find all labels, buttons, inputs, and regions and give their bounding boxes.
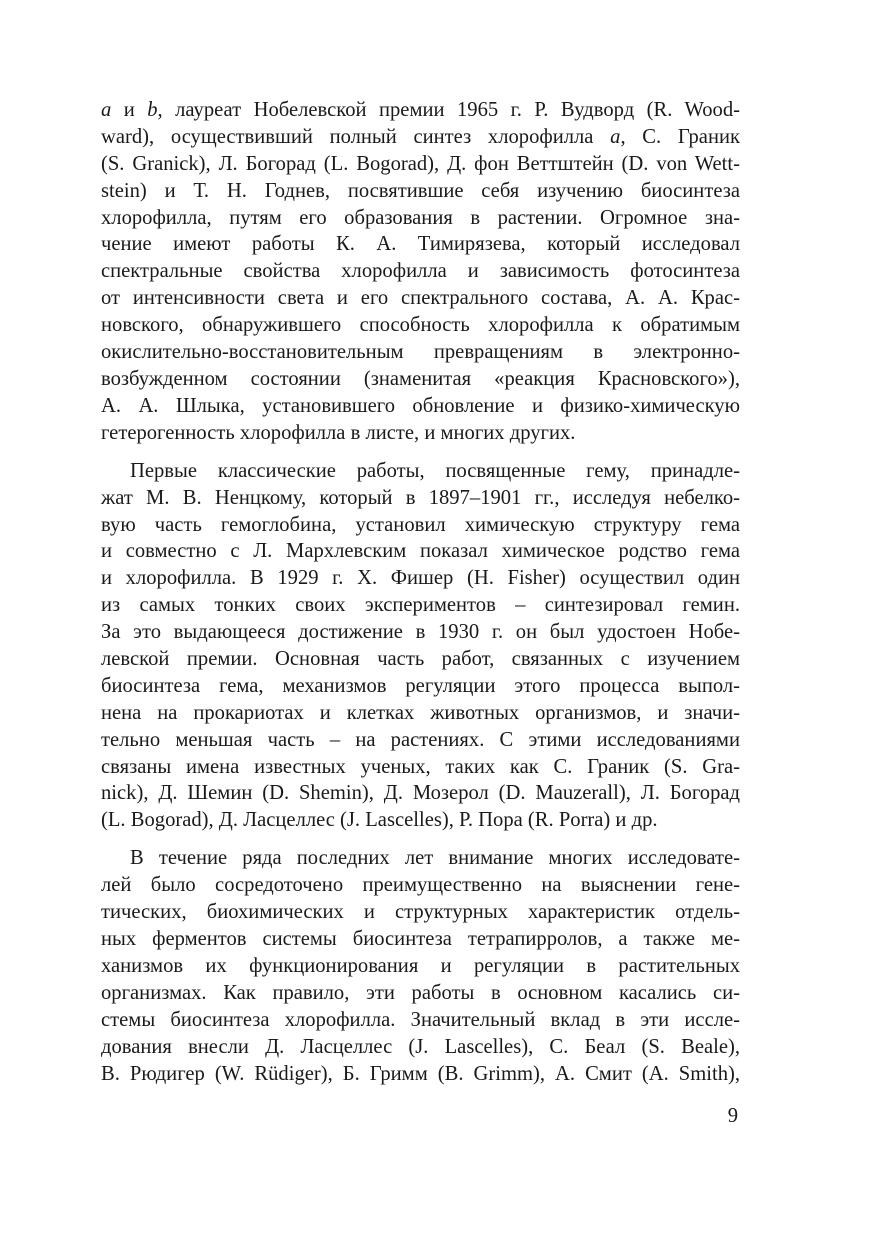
text-line: хлорофилла, путям его образования в растении. Огромное зна- [101,206,740,229]
text-line: ханизмов их функционирования и регуляции в растительных [101,954,740,977]
text-line: биосинтеза гема, механизмов регуляции этого процесса выпол- [101,674,740,697]
page-text [101,97,740,1087]
italic-symbol: b [147,99,158,121]
text-line: стемы биосинтеза хлорофилла. Значительный вклад в эти иссле- [101,1008,740,1031]
text-line: В. Рюдигер (W. Rüdiger), Б. Гримм (B. Grimm), А. Смит (A. Smith), [101,1062,740,1085]
text-line: тических, биохимических и структурных характеристик отдель- [101,901,740,924]
text-line: связаны имена известных ученых, таких как С. Граник (S. Gra- [101,755,740,778]
text-line: и хлорофилла. В 1929 г. Х. Фишер (H. Fisher) осуществил один [101,567,740,590]
paragraph [101,458,740,834]
text-line: stein) и Т. Н. Годнев, посвятившие себя изучению биосинтеза [101,179,740,202]
text-line: nick), Д. Шемин (D. Shemin), Д. Мозерол (D. Mauzerall), Л. Богорад [101,782,740,805]
paragraph-gap [101,447,740,458]
text-line: новского, обнаружившего способность хлорофилла к обратимым [101,314,740,337]
text-line: лей было сосредоточено преимущественно на выяснении гене- [101,874,740,897]
text-line: гетерогенность хлорофилла в листе, и многих других. [101,421,576,444]
text-line: В течение ряда последних лет внимание многих исследовате- [130,847,740,870]
paragraph [101,845,740,1087]
text-line: ных ферментов системы биосинтеза тетрапирролов, а также ме- [101,928,740,951]
text-line: (S. Granick), Л. Богорад (L. Bogorad), Д. фон Веттштейн (D. von Wett- [101,152,740,175]
text-line: Первые классические работы, посвященные гему, принадле- [130,459,740,482]
italic-symbol: a [101,99,112,121]
text-line: нена на прокариотах и клетках животных организмов, и значи- [101,701,740,724]
italic-symbol: a [610,125,621,148]
text-line: (L. Bogorad), Д. Ласцеллес (J. Lascelles), Р. Пора (R. Porra) и др. [101,809,658,832]
text-line: a и b, лауреат Нобелевской премии 1965 г. Р. Вудворд (R. Wood- [101,99,740,121]
text-line: окислительно-восстановительным превращениям в электронно- [101,341,740,364]
text-line: дования внесли Д. Ласцеллес (J. Lascelles), С. Беал (S. Beale), [101,1035,740,1058]
text-line: и совместно с Л. Мархлевским показал химическое родство гема [101,540,740,563]
paragraph [101,97,740,447]
text-line: вую часть гемоглобина, установил химическую структуру гема [101,513,740,536]
text-line: За это выдающееся достижение в 1930 г. он был удостоен Нобе- [101,621,740,644]
text-line: ward), осуществивший полный синтез хлорофилла a, С. Граник [101,125,740,148]
text-line: тельно меньшая часть – на растениях. С этими исследованиями [101,728,740,751]
text-line: спектральные свойства хлорофилла и зависимость фотосинтеза [101,260,740,283]
page-number: 9 [727,1105,738,1127]
text-line: жат М. В. Ненцкому, который в 1897–1901 гг., исследуя небелко- [101,486,740,509]
text-line: чение имеют работы К. А. Тимирязева, который исследовал [101,233,740,256]
paragraph-gap [101,834,740,845]
text-line: от интенсивности света и его спектрального состава, А. А. Крас- [101,287,740,310]
text-line: возбужденном состоянии (знаменитая «реакция Красновского»), [101,367,740,390]
text-line: организмах. Как правило, эти работы в основном касались си- [101,981,740,1004]
text-line: А. А. Шлыка, установившего обновление и физико-химическую [101,394,740,417]
text-line: левской премии. Основная часть работ, связанных с изучением [101,648,740,670]
text-line: из самых тонких своих экспериментов – синтезировал гемин. [101,594,740,617]
